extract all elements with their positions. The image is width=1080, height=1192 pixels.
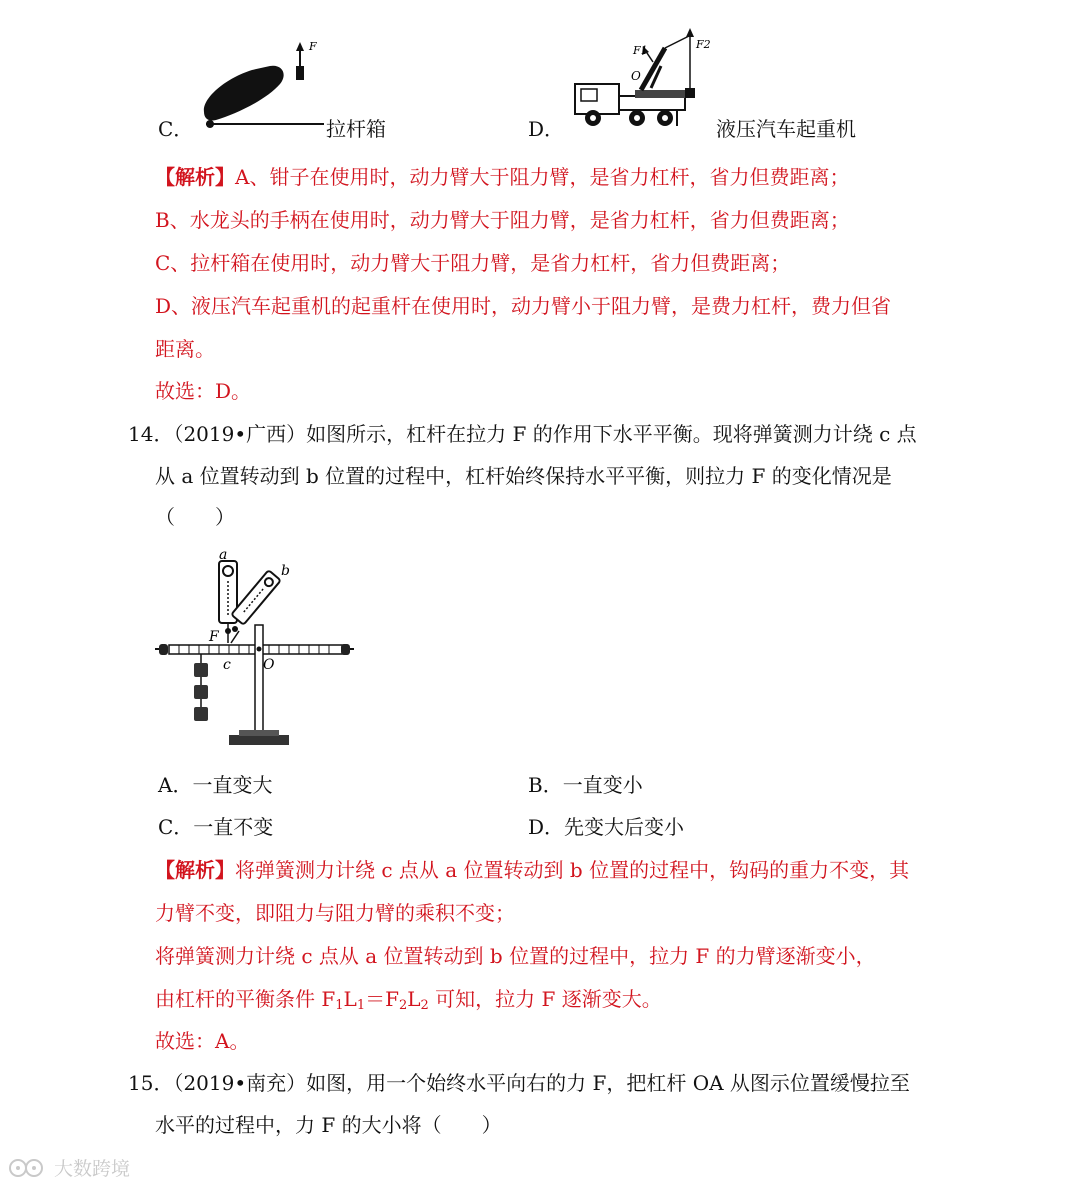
q14-answer: 故选：A。: [155, 1029, 250, 1053]
q14-analysis-line-2: 力臂不变，即阻力与阻力臂的乘积不变；: [155, 901, 515, 925]
q13-option-c-letter: C．: [158, 117, 194, 141]
q14-stem-line-2: 从 a 位置转动到 b 位置的过程中，杠杆始终保持水平平衡，则拉力 F 的变化情况是: [155, 464, 892, 488]
q14-option-b[interactable]: B．一直变小: [528, 773, 643, 797]
label-c: c: [223, 657, 231, 673]
q14-option-a[interactable]: A．一直变大: [158, 773, 273, 797]
label-f: F: [209, 629, 219, 645]
analysis-tag: 【解析】: [155, 858, 235, 882]
q13-analysis-line-1: 【解析】A、钳子在使用时，动力臂大于阻力臂，是省力杠杆，省力但费距离；: [155, 165, 850, 189]
q14-analysis-line-1: 【解析】将弹簧测力计绕 c 点从 a 位置转动到 b 位置的过程中，钩码的重力不变，其: [155, 858, 910, 882]
q13-analysis-line-2: B、水龙头的手柄在使用时，动力臂大于阻力臂，是省力杠杆，省力但费距离；: [155, 208, 850, 232]
watermark: [8, 1154, 130, 1181]
q14-analysis-formula: 由杠杆的平衡条件 $F_1L_1=F_2L_2$ 可知，拉力 F 逐渐变大。: [155, 987, 662, 1013]
q15-stem-line-1: 15．（2019•南充）如图，用一个始终水平向右的力 F，把杠杆 OA 从图示位置缓慢拉至: [128, 1071, 910, 1095]
watermark-logo-icon: [8, 1156, 48, 1180]
analysis-tag: 【解析】: [155, 165, 235, 189]
label-o: O: [263, 657, 275, 673]
f1-label: F1: [633, 44, 648, 57]
lever-spring-scale-figure: [155, 545, 355, 755]
q13-option-d-letter: D．: [528, 117, 565, 141]
q14-analysis-line-3: 将弹簧测力计绕 c 点从 a 位置转动到 b 位置的过程中，拉力 F 的力臂逐渐变小，: [155, 944, 876, 968]
q13-answer: 故选：D。: [155, 379, 252, 403]
crane-truck-figure: [565, 26, 715, 132]
q13-analysis-line-4: D、液压汽车起重机的起重杆在使用时，动力臂小于阻力臂，是费力杠杆，费力但省: [155, 294, 892, 318]
q14-option-d[interactable]: D．先变大后变小: [528, 815, 685, 839]
q13-option-c-caption: 拉杆箱: [326, 117, 386, 141]
o-label: O: [631, 69, 641, 83]
q15-stem-line-2: 水平的过程中，力 F 的大小将（ ）: [155, 1113, 502, 1137]
label-b: b: [281, 563, 290, 579]
suitcase-figure: [196, 40, 326, 135]
watermark-text: 大数跨境: [54, 1158, 131, 1180]
q13-analysis-line-5: 距离。: [155, 337, 215, 361]
q14-stem-line-3: （ ）: [155, 505, 235, 529]
label-a: a: [219, 547, 228, 563]
q14-stem-line-1: 14．（2019•广西）如图所示，杠杆在拉力 F 的作用下水平平衡。现将弹簧测力计绕 c 点: [128, 422, 917, 446]
q14-option-c[interactable]: C．一直不变: [158, 815, 274, 839]
q13-option-d-caption: 液压汽车起重机: [716, 117, 856, 141]
q13-analysis-line-3: C、拉杆箱在使用时，动力臂大于阻力臂，是省力杠杆，省力但费距离；: [155, 251, 791, 275]
f2-label: F2: [696, 38, 711, 51]
force-label-f: F: [309, 40, 317, 53]
